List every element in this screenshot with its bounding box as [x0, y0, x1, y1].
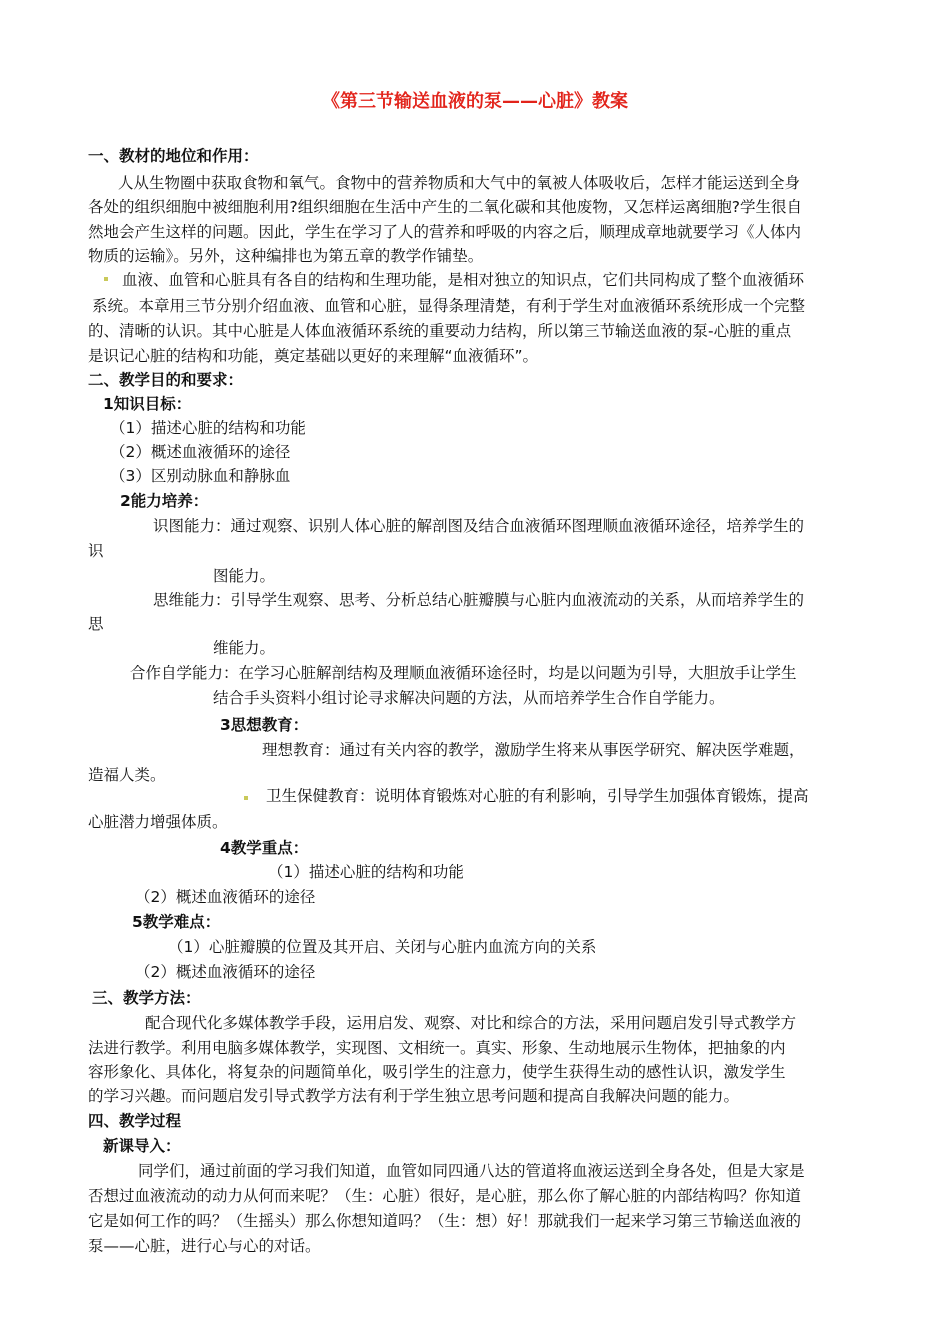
list-item: （2）概述血液循环的途径 [135, 888, 316, 906]
paragraph-line: 否想过血液流动的动力从何而来呢？（生：心脏）很好，是心脏，那么你了解心脏的内部结构吗？你知道 [88, 1187, 802, 1205]
paragraph-line: 然地会产生这样的问题。因此，学生在学习了人的营养和呼吸的内容之后，顺理成章地就要学习《人体内 [88, 223, 802, 241]
paragraph-line: 思维能力：引导学生观察、思考、分析总结心脏瓣膜与心脏内血液流动的关系，从而培养学生的 [153, 591, 805, 609]
paragraph-line: 配合现代化多媒体教学手段，运用启发、观察、对比和综合的方法，采用问题启发引导式教学方 [145, 1014, 797, 1032]
list-item: （2）概述血液循环的途径 [135, 963, 316, 981]
paragraph-line: 系统。本章用三节分别介绍血液、血管和心脏，显得条理清楚，有利于学生对血液循环系统形成一个完整 [92, 297, 806, 315]
subheading-knowledge: 1知识目标： [103, 395, 192, 413]
paragraph-line: 识图能力：通过观察、识别人体心脏的解剖图及结合血液循环图理顺血液循环途径，培养学生的 [153, 517, 805, 535]
list-item: （1）心脏瓣膜的位置及其开启、关闭与心脏内血流方向的关系 [168, 938, 597, 956]
subheading-ability: 2能力培养： [120, 492, 209, 510]
subheading-introduction: 新课导入： [103, 1137, 181, 1155]
paragraph-line: 图能力。 [213, 567, 276, 585]
paragraph-line: 是识记心脏的结构和功能，奠定基础以更好的来理解“血液循环”。 [88, 347, 539, 365]
document-title: 《第三节输送血液的泵——心脏》教案 [322, 91, 628, 112]
speck-mark [104, 277, 108, 281]
subheading-difficulties: 5教学难点： [132, 913, 221, 931]
paragraph-line: 的学习兴趣。而问题启发引导式教学方法有利于学生独立思考问题和提高自我解决问题的能力。 [88, 1087, 740, 1105]
paragraph-line: 合作自学能力：在学习心脏解剖结构及理顺血液循环途径时，均是以问题为引导，大胆放手让学生 [130, 664, 797, 682]
paragraph-line: 物质的运输》。另外，这种编排也为第五章的教学作铺垫。 [88, 247, 484, 265]
paragraph-line: 各处的组织细胞中被细胞利用?组织细胞在生活中产生的二氧化碳和其他废物，又怎样运离细胞?学生很自 [88, 198, 802, 216]
paragraph-line: 人从生物圈中获取食物和氧气。食物中的营养物质和大气中的氧被人体吸收后，怎样才能运送到全身 [118, 174, 801, 192]
subheading-ideology: 3思想教育： [220, 716, 309, 734]
paragraph-line: 血液、血管和心脏具有各自的结构和生理功能，是相对独立的知识点，它们共同构成了整个血液循环 [122, 271, 805, 289]
paragraph-line: 卫生保健教育：说明体育锻炼对心脏的有利影响，引导学生加强体育锻炼，提高 [266, 787, 809, 805]
paragraph-line: 容形象化、具体化，将复杂的问题简单化，吸引学生的注意力，使学生获得生动的感性认识，激发学生 [88, 1063, 786, 1081]
paragraph-line: 识 [88, 542, 104, 560]
paragraph-line: 心脏潜力增强体质。 [88, 813, 228, 831]
paragraph-line: 结合手头资料小组讨论寻求解决问题的方法，从而培养学生合作自学能力。 [213, 689, 725, 707]
paragraph-line: 理想教育：通过有关内容的教学，激励学生将来从事医学研究、解决医学难题， [262, 741, 805, 759]
paragraph-line: 法进行教学。利用电脑多媒体教学，实现图、文相统一。真实、形象、生动地展示生物体，把抽象的内 [88, 1039, 786, 1057]
subheading-key-points: 4教学重点： [220, 839, 309, 857]
paragraph-line: 维能力。 [213, 639, 276, 657]
paragraph-line: 的、清晰的认识。其中心脏是人体血液循环系统的重要动力结构，所以第三节输送血液的泵-心脏的重点 [88, 322, 792, 340]
list-item: （1）描述心脏的结构和功能 [268, 863, 464, 881]
list-item: （3）区别动脉血和静脉血 [110, 467, 291, 485]
paragraph-line: 泵——心脏，进行心与心的对话。 [88, 1237, 321, 1255]
paragraph-line: 思 [88, 615, 104, 633]
paragraph-line: 造福人类。 [88, 766, 166, 784]
section-heading-4: 四、教学过程 [88, 1112, 182, 1130]
speck-mark [244, 796, 248, 800]
section-heading-2: 二、教学目的和要求： [88, 371, 244, 389]
section-heading-3: 三、教学方法： [92, 989, 201, 1007]
list-item: （1）描述心脏的结构和功能 [110, 419, 306, 437]
paragraph-line: 同学们，通过前面的学习我们知道，血管如同四通八达的管道将血液运送到全身各处，但是大家是 [138, 1162, 805, 1180]
section-heading-1: 一、教材的地位和作用： [88, 147, 259, 165]
list-item: （2）概述血液循环的途径 [110, 443, 291, 461]
paragraph-line: 它是如何工作的吗？（生摇头）那么你想知道吗？（生：想）好！那就我们一起来学习第三节输送血液的 [88, 1212, 802, 1230]
